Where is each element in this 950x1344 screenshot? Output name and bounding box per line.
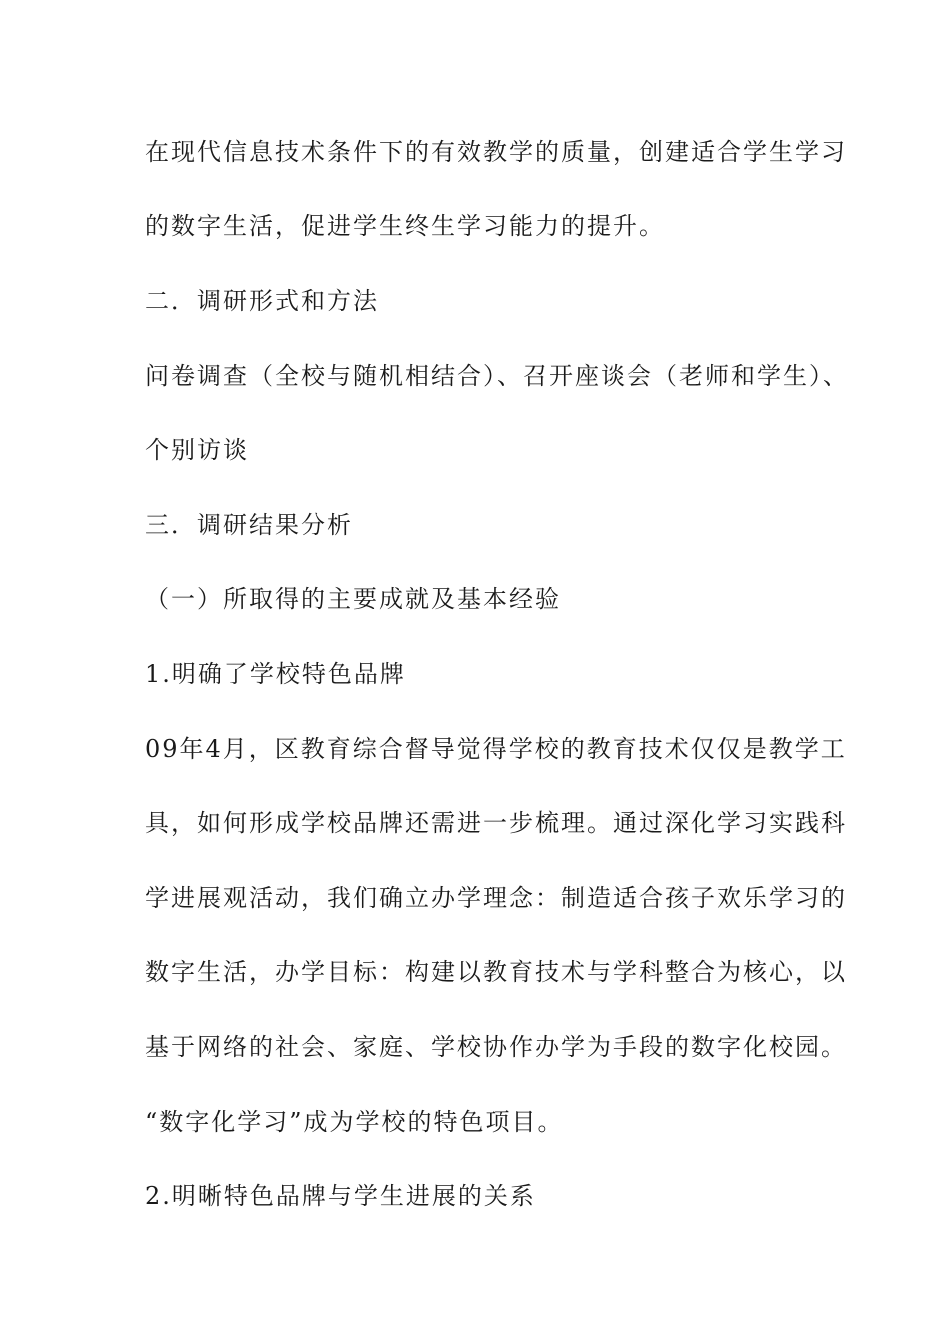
paragraph-line: 个别访谈	[145, 436, 249, 464]
paragraph-line: 基于网络的社会、家庭、学校协作办学为手段的数字化校园。	[145, 1033, 847, 1061]
subsection-heading: （一）所取得的主要成就及基本经验	[145, 585, 561, 613]
item-heading: 1.明确了学校特色品牌	[145, 660, 406, 688]
paragraph-line: 学进展观活动，我们确立办学理念：制造适合孩子欢乐学习的	[145, 884, 847, 912]
section-heading: 二．调研形式和方法	[145, 287, 379, 315]
paragraph-line: 数字生活，办学目标：构建以教育技术与学科整合为核心，以	[145, 958, 847, 986]
paragraph-line: 09年4月，区教育综合督导觉得学校的教育技术仅仅是教学工	[145, 735, 847, 763]
paragraph-line: “数字化学习”成为学校的特色项目。	[145, 1108, 564, 1136]
paragraph-line: 问卷调查（全校与随机相结合）、召开座谈会（老师和学生）、	[145, 362, 849, 390]
paragraph-line: 在现代信息技术条件下的有效教学的质量，创建适合学生学习	[145, 138, 847, 166]
item-heading: 2.明晰特色品牌与学生进展的关系	[145, 1182, 536, 1210]
paragraph-line: 的数字生活，促进学生终生学习能力的提升。	[145, 212, 665, 240]
section-heading: 三．调研结果分析	[145, 511, 353, 539]
paragraph-line: 具，如何形成学校品牌还需进一步梳理。通过深化学习实践科	[145, 809, 847, 837]
